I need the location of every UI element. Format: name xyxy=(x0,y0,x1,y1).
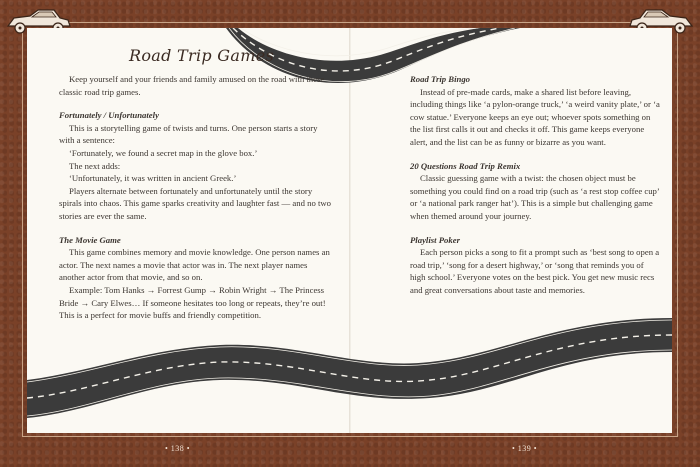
page-number-right: • 139 • xyxy=(512,444,538,453)
intro-paragraph: Keep yourself and your friends and family amused on the road with these classic road trip games. xyxy=(59,74,325,97)
paragraph: Players alternate between fortunately and unfortunately until the story spirals into chaos. This game sparks creativity and laughter fast — and no two stories are ever the same. xyxy=(59,185,331,221)
page-number-left: • 138 • xyxy=(165,444,191,453)
section-heading: Playlist Poker xyxy=(410,234,460,245)
paragraph: This is a storytelling game of twists and turns. One person starts a story with a sentence: xyxy=(59,122,318,146)
section-heading: Road Trip Bingo xyxy=(410,74,471,84)
paragraph: The next adds: xyxy=(69,160,121,171)
paragraph: ‘Unfortunately, it was written in ancient Greek.’ xyxy=(69,173,237,184)
page-title: Road Trip Games xyxy=(129,46,274,65)
section-heading: 20 Questions Road Trip Remix xyxy=(410,160,521,171)
right-column xyxy=(410,73,660,297)
paragraph: Classic guessing game with a twist: the chosen object must be something you could find on a road trip (such as ‘a rest stop coffee cup’ or ‘a national park ranger hat’). This is a simple but challenging game when themed around your journey. xyxy=(410,173,660,221)
paragraph: This game combines memory and movie knowledge. One person names an actor. The next names a movie that actor was in. The next player names another actor from that movie, and so on. xyxy=(59,247,330,283)
left-column xyxy=(59,73,331,322)
paragraph: Example: Tom Hanks → Forrest Gump → Robin Wright → The Princess Bride → Cary Elwes… If someone hesitates too long or repeats, they’re out! This is a perfect for movie buffs and friendly competition. xyxy=(59,284,326,321)
section-heading: Fortunately / Unfortunately xyxy=(59,110,159,121)
paragraph: Each person picks a song to fit a prompt such as ‘best song to open a road trip,’ ‘song for a desert highway,’ or ‘song that reminds you of high school.’ Everyone votes on the best pick. You get new music recs and great conversations about taste and memories. xyxy=(410,247,660,295)
section-heading: The Movie Game xyxy=(59,234,121,245)
paragraph: ‘Fortunately, we found a secret map in the glove box.’ xyxy=(69,147,258,158)
paragraph: Instead of pre-made cards, make a shared list before leaving, including things like ‘a pylon-orange truck,’ ‘a weird vanity plate,’ or ‘a cow statue.’ Everyone keeps an eye out; whoever spots something on the list first calls it out and checks it off. This game keeps everyone alert, and the list can be as funny or bizarre as you want. xyxy=(410,86,660,147)
